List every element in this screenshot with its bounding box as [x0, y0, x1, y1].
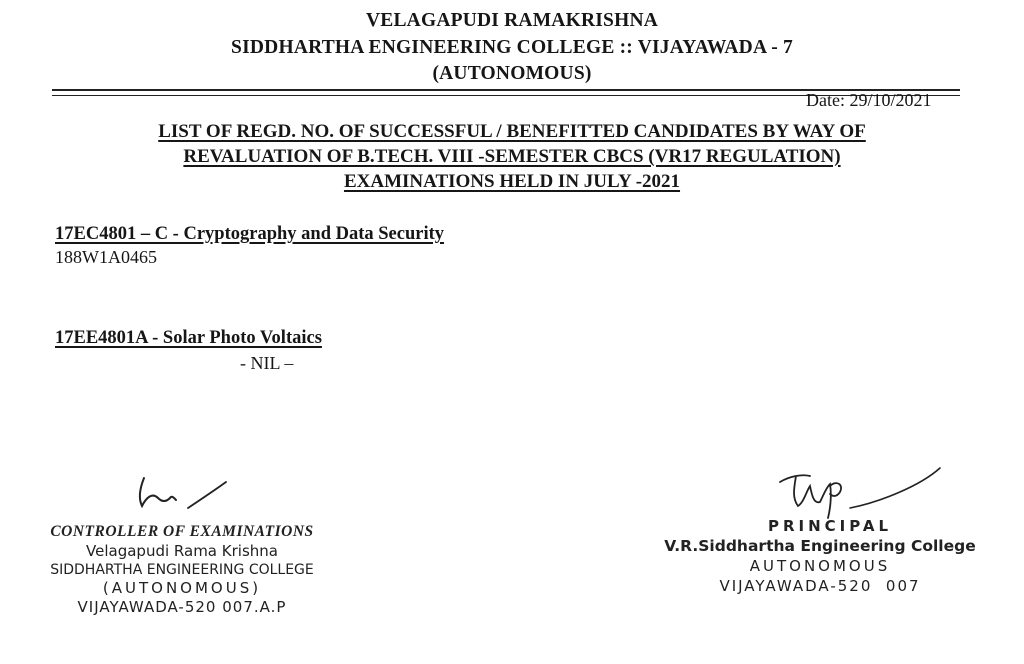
list-title-line2	[0, 145, 1024, 168]
list-title-line1	[0, 120, 1024, 143]
controller-stamp-line4: VIJAYAWADA-520 007.A.P	[77, 598, 287, 616]
autonomous-label: (AUTONOMOUS)	[432, 63, 592, 84]
controller-stamp-title: CONTROLLER OF EXAMINATIONS	[50, 523, 314, 540]
principal-stamp-line2: AUTONOMOUS	[749, 557, 891, 575]
course-result: 188W1A0465	[55, 247, 157, 267]
document-date: Date: 29/10/2021	[806, 90, 932, 110]
course-title: 17EE4801A - Solar Photo Voltaics	[55, 328, 322, 348]
list-title-line3	[0, 170, 1024, 193]
principal-stamp-title: PRINCIPAL	[767, 517, 893, 535]
controller-stamp	[32, 523, 332, 616]
controller-stamp-line3: (AUTONOMOUS)	[102, 579, 262, 597]
college-name-line2: SIDDHARTHA ENGINEERING COLLEGE :: VIJAYAWADA - 7	[231, 37, 793, 58]
principal-stamp-line1: V.R.Siddhartha Engineering College	[664, 537, 976, 555]
principal-stamp	[650, 517, 990, 595]
principal-signature	[770, 462, 950, 522]
controller-stamp-line1: Velagapudi Rama Krishna	[86, 542, 278, 560]
course-result: - NIL –	[240, 353, 294, 373]
college-name-line1: VELAGAPUDI RAMAKRISHNA	[365, 10, 659, 31]
list-title-line3-text: EXAMINATIONS HELD IN JULY -2021	[343, 171, 681, 192]
controller-stamp-line2: SIDDHARTHA ENGINEERING COLLEGE	[50, 562, 314, 578]
principal-stamp-line3: VIJAYAWADA-520 007	[719, 577, 921, 595]
controller-signature	[130, 468, 240, 518]
list-title-line2-text: REVALUATION OF B.TECH. VIII -SEMESTER CBCS (VR17 REGULATION)	[183, 146, 841, 167]
course-title: 17EC4801 – C - Cryptography and Data Security	[55, 224, 445, 244]
list-title-line1-text: LIST OF REGD. NO. OF SUCCESSFUL / BENEFITTED CANDIDATES BY WAY OF	[158, 121, 866, 142]
